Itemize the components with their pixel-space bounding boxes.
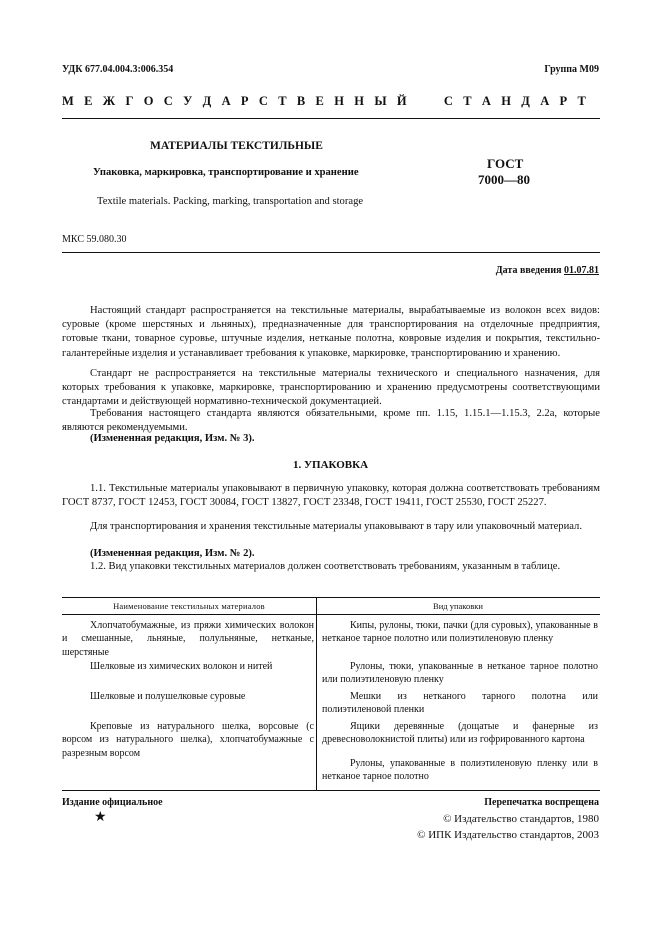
udk-code: УДК 677.04.004.3:006.354 xyxy=(62,64,174,75)
copyright-2003: © ИПК Издательство стандартов, 2003 xyxy=(417,829,599,841)
title-rule xyxy=(62,252,600,253)
table-row-2-material: Шелковые из химических волокон и нитей xyxy=(90,661,273,672)
table-header-material: Наименование текстильных материалов xyxy=(113,601,265,611)
gost-number: 7000—80 xyxy=(478,172,530,187)
table-row-3-material: Шелковые и полушелковые суровые xyxy=(90,691,246,702)
table-row-4-packing-a: Ящики деревянные (дощатые и фанерные из древесноволокнистой плиты) или из гофрированного картона xyxy=(322,721,598,746)
table-row-4-material: Крепoвые из натурального шелка, ворсовые (с ворсом из натурального шелка), хлопчатобумажные с разрезным ворсом xyxy=(62,721,314,759)
copyright-1980: © Издательство стандартов, 1980 xyxy=(443,813,599,825)
paragraph-transport: Для транспортирования и хранения текстильные материалы упаковывают в тару или упаковочный материал. xyxy=(90,521,582,532)
paragraph-1-1: 1.1. Текстильные материалы упаковывают в первичную упаковку, которая должна соответствовать требованиям ГОСТ 8737, ГОСТ 12453, ГОСТ 30084, ГОСТ 13827, ГОСТ 23348, ГОСТ 19411, ГОСТ 25530, ГОСТ 25227. xyxy=(62,483,600,509)
banner-rule xyxy=(62,118,600,119)
group-code: Группа М09 xyxy=(544,64,599,75)
section-packing-heading: 1. УПАКОВКА xyxy=(292,459,369,471)
table-bottom-rule xyxy=(62,790,600,791)
title-english: Textile materials. Packing, marking, transportation and storage xyxy=(97,196,364,207)
table-row-3-packing: Мешки из нетканого тарного полотна или полиэтиленовой пленки xyxy=(322,691,598,716)
official-edition: Издание официальное xyxy=(62,797,163,808)
introduction-date xyxy=(496,265,599,276)
table-row-2-packing: Рулоны, тюки, упакованные в нетканое тарное полотно или полиэтиленовую пленку xyxy=(322,661,598,686)
edit-note-3: (Измененная редакция, Изм. № 3). xyxy=(90,433,255,444)
mks-code: МКС 59.080.30 xyxy=(62,234,127,245)
table-column-divider xyxy=(316,597,317,790)
introduction-date-label: Дата введения xyxy=(495,265,562,276)
table-row-4-packing-b: Рулоны, упакованные в полиэтиленовую пленку или в нетканое тарное полотно xyxy=(322,758,598,783)
interstate-standard-banner: М Е Ж Г О С У Д А Р С Т В Е Н Н Ы Й С Т А Н Д А Р Т xyxy=(62,94,590,108)
table-row-1-packing: Кипы, рулоны, тюки, пачки (для суровых), упакованные в нетканое тарное полотно или полиэтиленовую пленку xyxy=(322,620,598,645)
paragraph-requirements: Требования настоящего стандарта являются обязательными, кроме пп. 1.15, 1.15.1—1.15.3, 2.2а, которые являются рекомендуемыми. xyxy=(62,408,600,434)
table-row-1-material: Хлопчатобумажные, из пряжи химических волокон и смешанные, льняные, полульняные, нетканые, шерстяные xyxy=(62,620,314,658)
paragraph-scope: Настоящий стандарт распространяется на текстильные материалы, вырабатываемые из волокон всех видов: суровые (кроме шерстяных и льняных), предназначенные для транспортирования на отделочные предприятия, готовые ткани, товарное суровье, штучные изделия, нетканые полотна, ковровые изделия и покрытия, текстильно-галантерейные изделия и устанавливает требования к упаковке, маркировке, транспортированию и хранению. xyxy=(62,305,600,359)
edit-note-2: (Измененная редакция, Изм. № 2). xyxy=(90,548,255,559)
paragraph-1-2: 1.2. Вид упаковки текстильных материалов должен соответствовать требованиям, указанным в таблице. xyxy=(90,561,561,572)
title-main: МАТЕРИАЛЫ ТЕКСТИЛЬНЫЕ xyxy=(150,140,323,152)
introduction-date-value: 01.07.81 xyxy=(564,265,599,276)
reprint-prohibited: Перепечатка воспрещена xyxy=(484,797,599,808)
table-header-rule xyxy=(62,614,600,615)
table-header-packing: Вид упаковки xyxy=(433,601,483,611)
table-top-rule xyxy=(62,597,600,598)
paragraph-exclusions: Стандарт не распространяется на текстильные материалы технического и специального назначения, для которых требования к упаковке, маркировке, транспортированию и хранению предусмотрены соответствующими стандартами и действующей нормативно-технической документацией. xyxy=(62,368,600,408)
gost-label: ГОСТ xyxy=(487,156,524,171)
star-icon: ★ xyxy=(94,810,107,825)
title-sub: Упаковка, маркировка, транспортирование и хранение xyxy=(93,167,359,178)
